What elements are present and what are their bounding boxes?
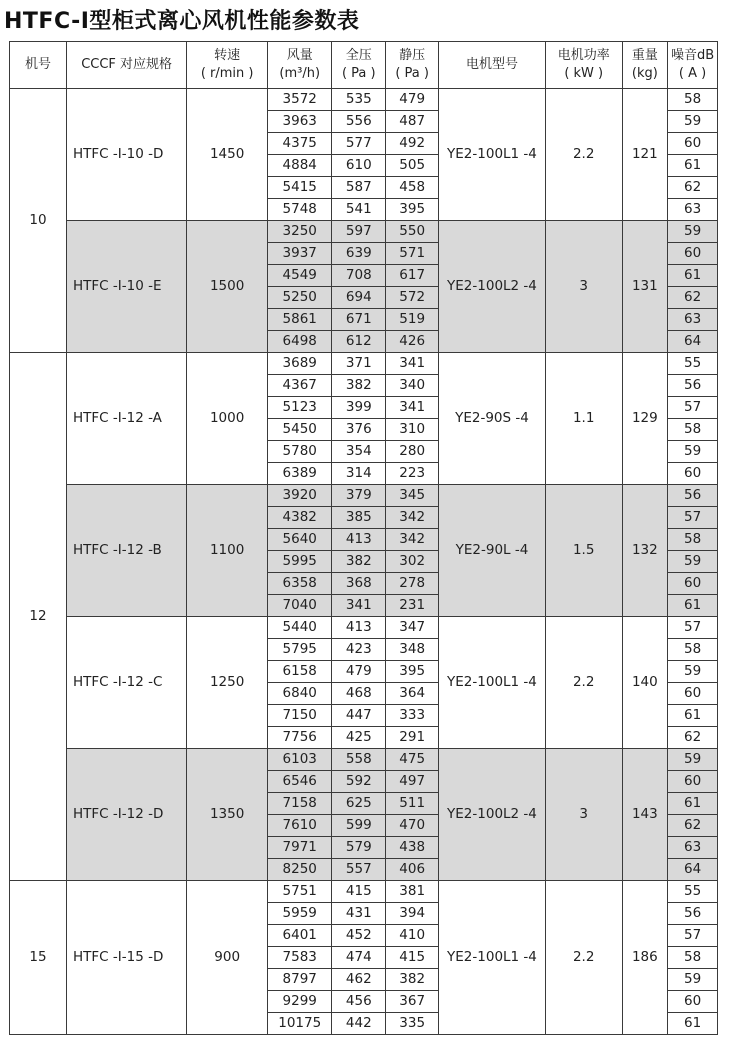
total-pressure-cell: 708 (332, 265, 386, 287)
noise-cell: 61 (668, 705, 718, 727)
header-total-name: 全压 (345, 48, 372, 64)
static-pressure-cell: 395 (386, 661, 439, 683)
total-pressure-cell: 468 (332, 683, 386, 705)
header-speed (187, 42, 268, 89)
noise-cell: 60 (668, 991, 718, 1013)
flow-cell: 7583 (268, 947, 332, 969)
header-weight-unit: (kg) (631, 66, 658, 81)
header-noise-name: 噪音dB (671, 48, 715, 64)
noise-cell: 61 (668, 1013, 718, 1035)
static-pressure-cell: 394 (386, 903, 439, 925)
spec-cell: HTFC -I-10 -E (67, 221, 187, 353)
table-row (10, 749, 718, 771)
total-pressure-cell: 456 (332, 991, 386, 1013)
table-row (10, 89, 718, 111)
static-pressure-cell: 475 (386, 749, 439, 771)
noise-cell: 57 (668, 925, 718, 947)
flow-cell: 4549 (268, 265, 332, 287)
flow-cell: 4884 (268, 155, 332, 177)
static-pressure-cell: 291 (386, 727, 439, 749)
flow-cell: 7158 (268, 793, 332, 815)
static-pressure-cell: 347 (386, 617, 439, 639)
spec-cell: HTFC -I-12 -D (67, 749, 187, 881)
speed-cell: 1500 (187, 221, 268, 353)
flow-cell: 5751 (268, 881, 332, 903)
static-pressure-cell: 505 (386, 155, 439, 177)
header-spec: CCCF 对应规格 (67, 42, 187, 89)
flow-cell: 5415 (268, 177, 332, 199)
header-flow-name: 风量 (286, 48, 313, 64)
flow-cell: 5748 (268, 199, 332, 221)
total-pressure-cell: 368 (332, 573, 386, 595)
static-pressure-cell: 395 (386, 199, 439, 221)
noise-cell: 58 (668, 89, 718, 111)
total-pressure-cell: 577 (332, 133, 386, 155)
header-static-pressure (386, 42, 439, 89)
static-pressure-cell: 302 (386, 551, 439, 573)
performance-table (9, 41, 718, 1035)
noise-cell: 58 (668, 529, 718, 551)
static-pressure-cell: 231 (386, 595, 439, 617)
total-pressure-cell: 610 (332, 155, 386, 177)
flow-cell: 6389 (268, 463, 332, 485)
total-pressure-cell: 541 (332, 199, 386, 221)
total-pressure-cell: 371 (332, 353, 386, 375)
header-flow-unit: (m³/h) (279, 66, 321, 81)
noise-cell: 60 (668, 683, 718, 705)
noise-cell: 59 (668, 551, 718, 573)
noise-cell: 59 (668, 441, 718, 463)
noise-cell: 59 (668, 749, 718, 771)
header-motor: 电机型号 (439, 42, 546, 89)
noise-cell: 62 (668, 815, 718, 837)
total-pressure-cell: 399 (332, 397, 386, 419)
flow-cell: 9299 (268, 991, 332, 1013)
speed-cell: 1250 (187, 617, 268, 749)
static-pressure-cell: 406 (386, 859, 439, 881)
total-pressure-cell: 413 (332, 617, 386, 639)
header-machine: 机号 (10, 42, 67, 89)
flow-cell: 8250 (268, 859, 332, 881)
static-pressure-cell: 617 (386, 265, 439, 287)
noise-cell: 60 (668, 243, 718, 265)
spec-cell: HTFC -I-10 -D (67, 89, 187, 221)
flow-cell: 7150 (268, 705, 332, 727)
total-pressure-cell: 474 (332, 947, 386, 969)
total-pressure-cell: 479 (332, 661, 386, 683)
flow-cell: 6840 (268, 683, 332, 705)
total-pressure-cell: 314 (332, 463, 386, 485)
total-pressure-cell: 447 (332, 705, 386, 727)
flow-cell: 3572 (268, 89, 332, 111)
total-pressure-cell: 557 (332, 859, 386, 881)
noise-cell: 56 (668, 903, 718, 925)
total-pressure-cell: 625 (332, 793, 386, 815)
motor-power-cell: 2.2 (545, 617, 622, 749)
static-pressure-cell: 223 (386, 463, 439, 485)
header-total-unit: ( Pa ) (341, 66, 376, 81)
header-power-name: 电机功率 (557, 48, 610, 64)
weight-cell: 131 (622, 221, 668, 353)
speed-cell: 1450 (187, 89, 268, 221)
static-pressure-cell: 426 (386, 331, 439, 353)
noise-cell: 59 (668, 969, 718, 991)
total-pressure-cell: 639 (332, 243, 386, 265)
total-pressure-cell: 415 (332, 881, 386, 903)
static-pressure-cell: 410 (386, 925, 439, 947)
speed-cell: 1100 (187, 485, 268, 617)
flow-cell: 5959 (268, 903, 332, 925)
noise-cell: 58 (668, 419, 718, 441)
header-noise (668, 42, 718, 89)
table-row (10, 617, 718, 639)
weight-cell: 140 (622, 617, 668, 749)
static-pressure-cell: 367 (386, 991, 439, 1013)
page-title: HTFC-I型柜式离心风机性能参数表 (4, 9, 360, 34)
total-pressure-cell: 382 (332, 375, 386, 397)
noise-cell: 61 (668, 155, 718, 177)
header-power-unit: ( kW ) (564, 66, 604, 81)
flow-cell: 6358 (268, 573, 332, 595)
total-pressure-cell: 462 (332, 969, 386, 991)
flow-cell: 7610 (268, 815, 332, 837)
static-pressure-cell: 519 (386, 309, 439, 331)
noise-cell: 58 (668, 639, 718, 661)
flow-cell: 6498 (268, 331, 332, 353)
flow-cell: 3920 (268, 485, 332, 507)
motor-power-cell: 3 (545, 221, 622, 353)
header-static-name: 静压 (399, 48, 426, 64)
table-row (10, 353, 718, 375)
weight-cell: 143 (622, 749, 668, 881)
flow-cell: 5640 (268, 529, 332, 551)
static-pressure-cell: 458 (386, 177, 439, 199)
header-power (545, 42, 622, 89)
motor-model-cell: YE2-100L1 -4 (439, 617, 546, 749)
total-pressure-cell: 671 (332, 309, 386, 331)
flow-cell: 6546 (268, 771, 332, 793)
motor-model-cell: YE2-100L1 -4 (439, 89, 546, 221)
header-static-unit: ( Pa ) (395, 66, 429, 81)
noise-cell: 59 (668, 661, 718, 683)
static-pressure-cell: 340 (386, 375, 439, 397)
static-pressure-cell: 479 (386, 89, 439, 111)
static-pressure-cell: 345 (386, 485, 439, 507)
total-pressure-cell: 587 (332, 177, 386, 199)
total-pressure-cell: 423 (332, 639, 386, 661)
noise-cell: 60 (668, 463, 718, 485)
noise-cell: 56 (668, 485, 718, 507)
spec-cell: HTFC -I-15 -D (67, 881, 187, 1035)
static-pressure-cell: 342 (386, 507, 439, 529)
header-weight-name: 重量 (631, 48, 658, 64)
header-noise-unit: ( A ) (678, 66, 707, 81)
noise-cell: 61 (668, 793, 718, 815)
flow-cell: 3250 (268, 221, 332, 243)
total-pressure-cell: 354 (332, 441, 386, 463)
static-pressure-cell: 348 (386, 639, 439, 661)
speed-cell: 1350 (187, 749, 268, 881)
total-pressure-cell: 413 (332, 529, 386, 551)
static-pressure-cell: 341 (386, 397, 439, 419)
motor-model-cell: YE2-100L2 -4 (439, 749, 546, 881)
total-pressure-cell: 431 (332, 903, 386, 925)
flow-cell: 5440 (268, 617, 332, 639)
static-pressure-cell: 550 (386, 221, 439, 243)
flow-cell: 5780 (268, 441, 332, 463)
flow-cell: 5450 (268, 419, 332, 441)
table-row (10, 485, 718, 507)
flow-cell: 5123 (268, 397, 332, 419)
noise-cell: 61 (668, 595, 718, 617)
static-pressure-cell: 341 (386, 353, 439, 375)
noise-cell: 57 (668, 507, 718, 529)
noise-cell: 55 (668, 353, 718, 375)
noise-cell: 60 (668, 771, 718, 793)
static-pressure-cell: 310 (386, 419, 439, 441)
motor-power-cell: 2.2 (545, 89, 622, 221)
noise-cell: 63 (668, 837, 718, 859)
spec-cell: HTFC -I-12 -B (67, 485, 187, 617)
static-pressure-cell: 382 (386, 969, 439, 991)
motor-power-cell: 1.5 (545, 485, 622, 617)
machine-number-cell: 12 (10, 353, 67, 881)
motor-model-cell: YE2-100L1 -4 (439, 881, 546, 1035)
spec-cell: HTFC -I-12 -A (67, 353, 187, 485)
static-pressure-cell: 364 (386, 683, 439, 705)
flow-cell: 3689 (268, 353, 332, 375)
total-pressure-cell: 599 (332, 815, 386, 837)
total-pressure-cell: 535 (332, 89, 386, 111)
noise-cell: 63 (668, 199, 718, 221)
total-pressure-cell: 376 (332, 419, 386, 441)
flow-cell: 7756 (268, 727, 332, 749)
noise-cell: 62 (668, 727, 718, 749)
noise-cell: 60 (668, 573, 718, 595)
noise-cell: 64 (668, 331, 718, 353)
flow-cell: 7971 (268, 837, 332, 859)
total-pressure-cell: 579 (332, 837, 386, 859)
static-pressure-cell: 278 (386, 573, 439, 595)
speed-cell: 1000 (187, 353, 268, 485)
flow-cell: 4375 (268, 133, 332, 155)
total-pressure-cell: 597 (332, 221, 386, 243)
static-pressure-cell: 280 (386, 441, 439, 463)
machine-number-cell: 10 (10, 89, 67, 353)
noise-cell: 64 (668, 859, 718, 881)
total-pressure-cell: 379 (332, 485, 386, 507)
header-speed-name: 转速 (214, 48, 241, 64)
static-pressure-cell: 511 (386, 793, 439, 815)
weight-cell: 121 (622, 89, 668, 221)
flow-cell: 5795 (268, 639, 332, 661)
machine-number-cell: 15 (10, 881, 67, 1035)
static-pressure-cell: 333 (386, 705, 439, 727)
header-row (10, 42, 718, 89)
total-pressure-cell: 694 (332, 287, 386, 309)
motor-model-cell: YE2-90L -4 (439, 485, 546, 617)
flow-cell: 6401 (268, 925, 332, 947)
noise-cell: 57 (668, 397, 718, 419)
table-row (10, 881, 718, 903)
noise-cell: 59 (668, 221, 718, 243)
noise-cell: 63 (668, 309, 718, 331)
noise-cell: 61 (668, 265, 718, 287)
total-pressure-cell: 558 (332, 749, 386, 771)
static-pressure-cell: 415 (386, 947, 439, 969)
static-pressure-cell: 470 (386, 815, 439, 837)
total-pressure-cell: 452 (332, 925, 386, 947)
static-pressure-cell: 438 (386, 837, 439, 859)
flow-cell: 4382 (268, 507, 332, 529)
flow-cell: 6158 (268, 661, 332, 683)
static-pressure-cell: 571 (386, 243, 439, 265)
total-pressure-cell: 442 (332, 1013, 386, 1035)
header-flow (268, 42, 332, 89)
flow-cell: 3963 (268, 111, 332, 133)
noise-cell: 62 (668, 177, 718, 199)
static-pressure-cell: 335 (386, 1013, 439, 1035)
header-weight (622, 42, 668, 89)
flow-cell: 3937 (268, 243, 332, 265)
motor-power-cell: 2.2 (545, 881, 622, 1035)
noise-cell: 62 (668, 287, 718, 309)
noise-cell: 57 (668, 617, 718, 639)
total-pressure-cell: 425 (332, 727, 386, 749)
motor-power-cell: 1.1 (545, 353, 622, 485)
table-row (10, 221, 718, 243)
noise-cell: 59 (668, 111, 718, 133)
speed-cell: 900 (187, 881, 268, 1035)
total-pressure-cell: 382 (332, 551, 386, 573)
static-pressure-cell: 492 (386, 133, 439, 155)
noise-cell: 58 (668, 947, 718, 969)
total-pressure-cell: 592 (332, 771, 386, 793)
total-pressure-cell: 556 (332, 111, 386, 133)
static-pressure-cell: 487 (386, 111, 439, 133)
flow-cell: 6103 (268, 749, 332, 771)
flow-cell: 8797 (268, 969, 332, 991)
flow-cell: 5861 (268, 309, 332, 331)
total-pressure-cell: 341 (332, 595, 386, 617)
total-pressure-cell: 385 (332, 507, 386, 529)
header-speed-unit: ( r/min ) (200, 66, 254, 81)
weight-cell: 186 (622, 881, 668, 1035)
weight-cell: 129 (622, 353, 668, 485)
static-pressure-cell: 342 (386, 529, 439, 551)
weight-cell: 132 (622, 485, 668, 617)
flow-cell: 5995 (268, 551, 332, 573)
flow-cell: 5250 (268, 287, 332, 309)
motor-model-cell: YE2-90S -4 (439, 353, 546, 485)
noise-cell: 60 (668, 133, 718, 155)
flow-cell: 4367 (268, 375, 332, 397)
flow-cell: 10175 (268, 1013, 332, 1035)
static-pressure-cell: 497 (386, 771, 439, 793)
header-total-pressure (332, 42, 386, 89)
noise-cell: 55 (668, 881, 718, 903)
noise-cell: 56 (668, 375, 718, 397)
motor-power-cell: 3 (545, 749, 622, 881)
static-pressure-cell: 381 (386, 881, 439, 903)
motor-model-cell: YE2-100L2 -4 (439, 221, 546, 353)
flow-cell: 7040 (268, 595, 332, 617)
total-pressure-cell: 612 (332, 331, 386, 353)
static-pressure-cell: 572 (386, 287, 439, 309)
spec-cell: HTFC -I-12 -C (67, 617, 187, 749)
